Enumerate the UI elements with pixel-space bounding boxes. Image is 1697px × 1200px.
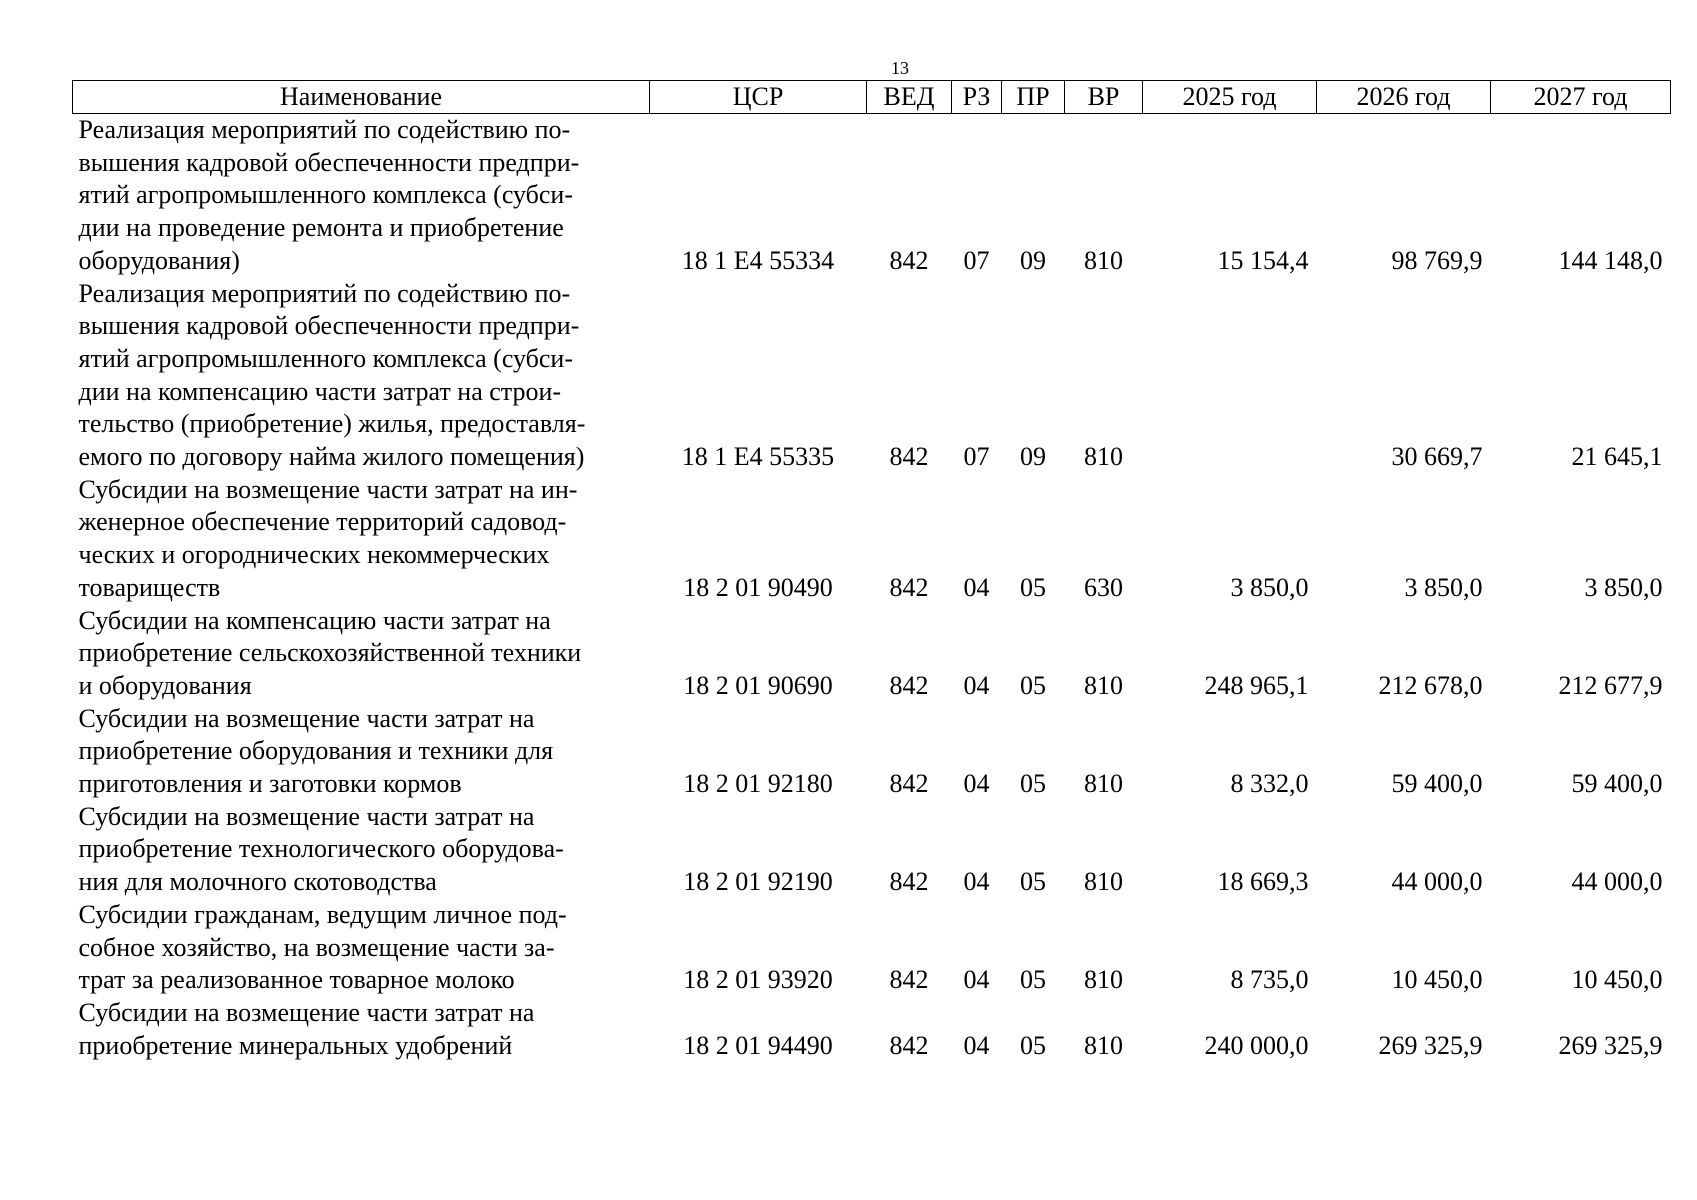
- name-line: Субсидии гражданам, ведущим личное под-: [78, 899, 567, 929]
- cell-pr: 05: [1020, 670, 1046, 700]
- cell-2027: 44 000,0: [1571, 867, 1663, 897]
- budget-table: [72, 80, 1671, 1062]
- name-line: приобретение технологического оборудова-: [78, 834, 564, 864]
- name-line: оборудования): [78, 245, 240, 275]
- cell-rz: 04: [963, 769, 990, 799]
- header-name: Наименование: [73, 81, 650, 114]
- name-line: Субсидии на возмещение части затрат на: [78, 703, 535, 733]
- cell-2025: 8 735,0: [1230, 965, 1309, 995]
- name-line: Реализация мероприятий по содействию по-: [78, 278, 571, 308]
- name-line: женерное обеспечение территорий садовод-: [78, 507, 567, 537]
- cell-vr: 810: [1084, 670, 1123, 700]
- page-number: 13: [891, 58, 909, 78]
- header-rz: РЗ: [952, 81, 1002, 114]
- header-pr: ПР: [1002, 81, 1065, 114]
- cell-2027: 10 450,0: [1571, 965, 1663, 995]
- cell-2027: 3 850,0: [1584, 572, 1663, 602]
- cell-name: [73, 899, 650, 997]
- cell-2027: 212 677,9: [1558, 670, 1663, 700]
- cell-2025: 15 154,4: [1217, 245, 1309, 275]
- cell-pr: 09: [1020, 245, 1046, 275]
- name-line: приобретение сельскохозяйственной техники: [78, 638, 582, 668]
- name-line: Субсидии на компенсацию части затрат на: [78, 605, 551, 635]
- header-vr: ВР: [1065, 81, 1143, 114]
- cell-name: [73, 278, 650, 474]
- name-line: тельство (приобретение) жилья, предоставля-: [78, 409, 586, 439]
- cell-rz: 07: [963, 245, 990, 275]
- table-row: [73, 605, 1671, 703]
- cell-rz: 04: [963, 572, 990, 602]
- cell-2027: 59 400,0: [1571, 769, 1663, 799]
- name-line: товариществ: [78, 572, 221, 602]
- cell-2026: 44 000,0: [1391, 867, 1483, 897]
- cell-rz: 07: [963, 442, 990, 472]
- cell-pr: 09: [1020, 442, 1046, 472]
- cell-ved: 842: [889, 769, 929, 799]
- cell-csr: 18 2 01 90690: [683, 670, 833, 700]
- cell-ved: 842: [889, 572, 929, 602]
- cell-pr: 05: [1020, 1030, 1046, 1060]
- cell-ved: 842: [889, 867, 929, 897]
- cell-ved: 842: [889, 670, 929, 700]
- cell-2026: 59 400,0: [1391, 769, 1483, 799]
- cell-name: [73, 801, 650, 899]
- cell-2027: 144 148,0: [1558, 245, 1663, 275]
- cell-vr: 810: [1084, 245, 1123, 275]
- name-line: ятий агропромышленного комплекса (субси-: [78, 180, 574, 210]
- table-row: [73, 114, 1671, 278]
- table-row: [73, 899, 1671, 997]
- cell-2026: 10 450,0: [1391, 965, 1483, 995]
- cell-pr: 05: [1020, 769, 1046, 799]
- cell-csr: 18 2 01 93920: [683, 965, 833, 995]
- name-line: трат за реализованное товарное молоко: [78, 965, 515, 995]
- table-header: [73, 81, 1671, 114]
- header-2026: 2026 год: [1317, 81, 1491, 114]
- cell-name: [73, 605, 650, 703]
- cell-vr: 810: [1084, 1030, 1123, 1060]
- cell-2025: [1143, 278, 1317, 474]
- cell-vr: 810: [1084, 442, 1123, 472]
- cell-vr: 810: [1084, 867, 1123, 897]
- cell-rz: 04: [963, 1030, 990, 1060]
- cell-2026: 269 325,9: [1378, 1030, 1483, 1060]
- header-csr: ЦСР: [650, 81, 867, 114]
- name-line: вышения кадровой обеспеченности предпри-: [78, 147, 580, 177]
- name-line: приобретение оборудования и техники для: [78, 736, 554, 766]
- name-line: Субсидии на возмещение части затрат на ин-: [78, 474, 578, 504]
- cell-2025: 240 000,0: [1204, 1030, 1309, 1060]
- cell-2025: 8 332,0: [1230, 769, 1309, 799]
- header-ved: ВЕД: [867, 81, 952, 114]
- name-line: приготовления и заготовки кормов: [78, 769, 462, 799]
- cell-csr: 18 1 Е4 55334: [681, 245, 835, 275]
- cell-ved: 842: [889, 245, 929, 275]
- cell-name: [73, 703, 650, 801]
- table-row: [73, 278, 1671, 474]
- name-line: ческих и огороднических некоммерческих: [78, 540, 550, 570]
- cell-rz: 04: [963, 670, 990, 700]
- header-2025: 2025 год: [1143, 81, 1317, 114]
- name-line: вышения кадровой обеспеченности предпри-: [78, 311, 580, 341]
- name-line: и оборудования: [78, 670, 252, 700]
- cell-csr: 18 1 Е4 55335: [681, 442, 835, 472]
- cell-2025: 248 965,1: [1204, 670, 1309, 700]
- cell-2026: 30 669,7: [1391, 442, 1483, 472]
- table-row: [73, 703, 1671, 801]
- name-line: дии на проведение ремонта и приобретение: [78, 213, 564, 243]
- cell-csr: 18 2 01 92190: [683, 867, 833, 897]
- name-line: Реализация мероприятий по содействию по-: [78, 115, 571, 144]
- cell-pr: 05: [1020, 965, 1046, 995]
- table-row: [73, 801, 1671, 899]
- name-line: ятий агропромышленного комплекса (субси-: [78, 343, 574, 373]
- cell-2025: 18 669,3: [1217, 867, 1309, 897]
- cell-pr: 05: [1020, 867, 1046, 897]
- cell-2027: 21 645,1: [1571, 442, 1663, 472]
- cell-csr: 18 2 01 94490: [683, 1030, 833, 1060]
- name-line: ния для молочного скотоводства: [78, 867, 437, 897]
- name-line: дии на компенсацию части затрат на строи-: [78, 376, 562, 406]
- name-line: приобретение минеральных удобрений: [78, 1030, 513, 1060]
- name-line: Субсидии на возмещение части затрат на: [78, 997, 535, 1027]
- cell-vr: 630: [1084, 572, 1123, 602]
- header-2027: 2027 год: [1491, 81, 1671, 114]
- cell-csr: 18 2 01 92180: [683, 769, 833, 799]
- cell-ved: 842: [889, 1030, 929, 1060]
- cell-2026: 98 769,9: [1391, 245, 1483, 275]
- cell-rz: 04: [963, 965, 990, 995]
- cell-vr: 810: [1084, 965, 1123, 995]
- name-line: Субсидии на возмещение части затрат на: [78, 801, 535, 831]
- cell-2027: 269 325,9: [1558, 1030, 1663, 1060]
- cell-rz: 04: [963, 867, 990, 897]
- table-row: [73, 997, 1671, 1062]
- name-line: собное хозяйство, на возмещение части за-: [78, 932, 555, 962]
- cell-2025: 3 850,0: [1230, 572, 1309, 602]
- table-row: [73, 474, 1671, 605]
- table-body: [73, 114, 1671, 1063]
- cell-ved: 842: [889, 965, 929, 995]
- cell-2026: 212 678,0: [1378, 670, 1483, 700]
- cell-name: [73, 474, 650, 605]
- cell-name: [73, 997, 650, 1062]
- cell-pr: 05: [1020, 572, 1046, 602]
- name-line: емого по договору найма жилого помещения): [78, 442, 585, 472]
- cell-csr: 18 2 01 90490: [683, 572, 833, 602]
- cell-vr: 810: [1084, 769, 1123, 799]
- cell-ved: 842: [889, 442, 929, 472]
- header-row: [73, 81, 1671, 114]
- cell-name: [73, 114, 650, 278]
- cell-2026: 3 850,0: [1404, 572, 1483, 602]
